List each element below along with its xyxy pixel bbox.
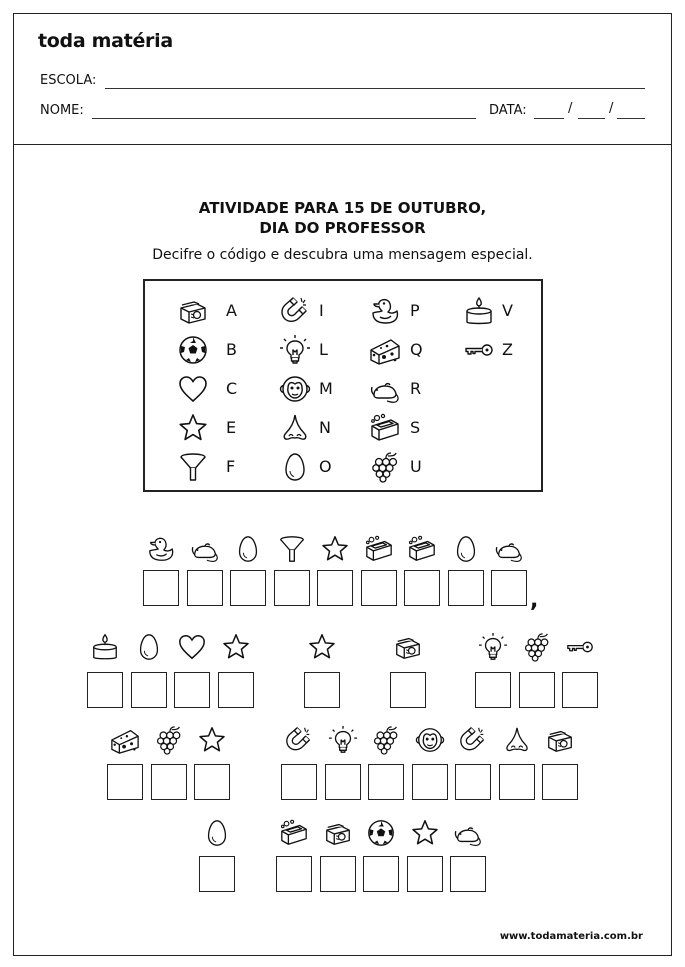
- key-letter-z: Z: [502, 340, 513, 359]
- grapes-icon: [522, 632, 552, 662]
- egg-icon: [202, 818, 232, 848]
- soap-icon: [407, 534, 437, 564]
- key-letter-o: O: [319, 457, 332, 476]
- star-icon: [410, 818, 440, 848]
- soccer-ball-icon: [177, 334, 209, 366]
- key-icon: [463, 334, 495, 366]
- cheese-icon: [110, 725, 140, 755]
- candle-icon: [463, 295, 495, 327]
- grapes-icon: [154, 725, 184, 755]
- answer-box[interactable]: [194, 764, 230, 800]
- key-letter-m: M: [319, 379, 333, 398]
- answer-box[interactable]: [455, 764, 491, 800]
- answer-box[interactable]: [87, 672, 123, 708]
- date-year-field[interactable]: [617, 118, 645, 119]
- magnet-icon: [279, 295, 311, 327]
- key-icon: [565, 632, 595, 662]
- cheese-icon: [369, 334, 401, 366]
- star-icon: [320, 534, 350, 564]
- date-separator: /: [568, 101, 573, 116]
- egg-icon: [279, 451, 311, 483]
- answer-box[interactable]: [276, 856, 312, 892]
- answer-box[interactable]: [542, 764, 578, 800]
- answer-box[interactable]: [519, 672, 555, 708]
- rat-icon: [369, 373, 401, 405]
- funnel-icon: [277, 534, 307, 564]
- date-day-field[interactable]: [534, 118, 564, 119]
- school-field[interactable]: [105, 88, 645, 89]
- nose-icon: [279, 412, 311, 444]
- key-letter-s: S: [410, 418, 421, 437]
- answer-box[interactable]: [448, 570, 484, 606]
- star-icon: [221, 632, 251, 662]
- key-letter-r: R: [410, 379, 422, 398]
- answer-box[interactable]: [361, 570, 397, 606]
- rat-icon: [190, 534, 220, 564]
- key-letter-q: Q: [410, 340, 423, 359]
- comma-punctuation: ,: [530, 588, 539, 613]
- monkey-icon: [415, 725, 445, 755]
- egg-icon: [233, 534, 263, 564]
- answer-box[interactable]: [107, 764, 143, 800]
- answer-box[interactable]: [475, 672, 511, 708]
- heart-icon: [177, 632, 207, 662]
- key-letter-a: A: [226, 301, 237, 320]
- soccer-ball-icon: [366, 818, 396, 848]
- sharpener-icon: [177, 295, 209, 327]
- key-letter-i: I: [319, 301, 324, 320]
- monkey-icon: [279, 373, 311, 405]
- grapes-icon: [369, 451, 401, 483]
- soap-icon: [279, 818, 309, 848]
- school-label: ESCOLA:: [40, 73, 97, 88]
- answer-box[interactable]: [407, 856, 443, 892]
- name-label: NOME:: [40, 103, 84, 118]
- star-icon: [197, 725, 227, 755]
- lightbulb-icon: [328, 725, 358, 755]
- star-icon: [307, 632, 337, 662]
- answer-box[interactable]: [187, 570, 223, 606]
- duck-icon: [146, 534, 176, 564]
- answer-box[interactable]: [325, 764, 361, 800]
- answer-box[interactable]: [131, 672, 167, 708]
- key-letter-l: L: [319, 340, 328, 359]
- answer-box[interactable]: [274, 570, 310, 606]
- activity-instruction: Decifre o código e descubra uma mensagem especial.: [152, 247, 533, 263]
- lightbulb-icon: [279, 334, 311, 366]
- answer-box[interactable]: [562, 672, 598, 708]
- funnel-icon: [177, 451, 209, 483]
- magnet-icon: [284, 725, 314, 755]
- footer-url: www.todamateria.com.br: [499, 931, 643, 942]
- heart-icon: [177, 373, 209, 405]
- answer-box[interactable]: [363, 856, 399, 892]
- egg-icon: [451, 534, 481, 564]
- egg-icon: [134, 632, 164, 662]
- date-separator: /: [609, 101, 614, 116]
- star-icon: [177, 412, 209, 444]
- key-letter-c: C: [226, 379, 238, 398]
- answer-box[interactable]: [281, 764, 317, 800]
- grapes-icon: [371, 725, 401, 755]
- soap-icon: [364, 534, 394, 564]
- nose-icon: [502, 725, 532, 755]
- answer-box[interactable]: [304, 672, 340, 708]
- key-letter-e: E: [226, 418, 237, 437]
- brand-logo: toda matéria: [38, 30, 173, 52]
- rat-icon: [453, 818, 483, 848]
- answer-box[interactable]: [218, 672, 254, 708]
- date-month-field[interactable]: [578, 118, 605, 119]
- name-field[interactable]: [92, 118, 476, 119]
- answer-box[interactable]: [412, 764, 448, 800]
- answer-box[interactable]: [491, 570, 527, 606]
- sharpener-icon: [323, 818, 353, 848]
- answer-box[interactable]: [174, 672, 210, 708]
- answer-box[interactable]: [450, 856, 486, 892]
- duck-icon: [369, 295, 401, 327]
- soap-icon: [369, 412, 401, 444]
- sharpener-icon: [545, 725, 575, 755]
- key-letter-f: F: [226, 457, 236, 476]
- answer-box[interactable]: [230, 570, 266, 606]
- answer-box[interactable]: [151, 764, 187, 800]
- key-letter-p: P: [410, 301, 420, 320]
- answer-box[interactable]: [317, 570, 353, 606]
- lightbulb-icon: [478, 632, 508, 662]
- answer-box[interactable]: [320, 856, 356, 892]
- date-label: DATA:: [489, 103, 527, 118]
- answer-box[interactable]: [499, 764, 535, 800]
- answer-box[interactable]: [404, 570, 440, 606]
- answer-box[interactable]: [368, 764, 404, 800]
- rat-icon: [494, 534, 524, 564]
- activity-title-line1: ATIVIDADE PARA 15 DE OUTUBRO,: [198, 199, 487, 217]
- key-letter-b: B: [226, 340, 237, 359]
- candle-icon: [90, 632, 120, 662]
- answer-box[interactable]: [390, 672, 426, 708]
- sharpener-icon: [393, 632, 423, 662]
- header-divider: [13, 144, 672, 145]
- answer-box[interactable]: [143, 570, 179, 606]
- key-letter-u: U: [410, 457, 422, 476]
- activity-title-line2: DIA DO PROFESSOR: [259, 219, 426, 237]
- answer-box[interactable]: [199, 856, 235, 892]
- key-letter-n: N: [319, 418, 331, 437]
- key-letter-v: V: [502, 301, 513, 320]
- magnet-icon: [458, 725, 488, 755]
